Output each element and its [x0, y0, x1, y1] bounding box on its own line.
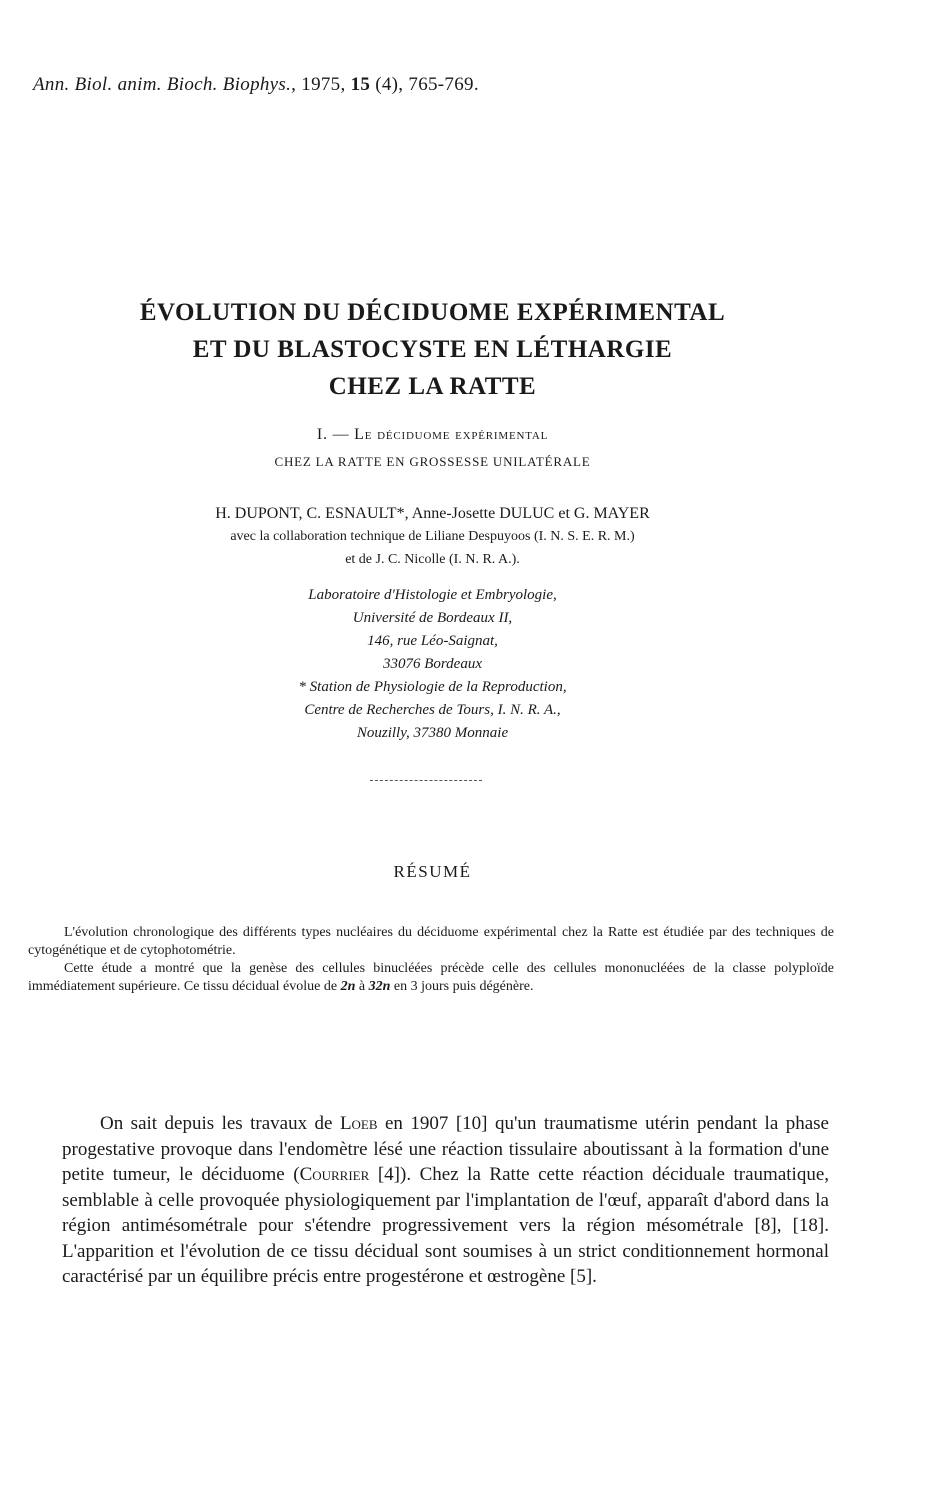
lab-affiliation-line: Laboratoire d'Histologie et Embryologie,: [308, 587, 557, 603]
abstract-paragraph-1: L'évolution chronologique des différents types nucléaires du déciduome expérimental chez la Ratte est étudiée par des techniques de cytogénétique et de cytophotométrie.: [28, 925, 834, 958]
journal-name: Ann. Biol. anim. Bioch. Biophys.,: [33, 74, 297, 95]
station-affiliation-line: * Station de Physiologie de la Reproduction,: [298, 679, 567, 695]
paper-subtitle: [0, 421, 865, 475]
subtitle-line-2: CHEZ LA RATTE EN GROSSESSE UNILATÉRALE: [274, 454, 591, 469]
technical-collaboration-2: et de J. C. Nicolle (I. N. R. A.).: [345, 552, 520, 567]
author-ref-courrier: Courrier: [299, 1164, 370, 1185]
lab-affiliation-line: Université de Bordeaux II,: [352, 610, 513, 626]
journal-volume: 15: [350, 74, 371, 95]
technical-collaboration: avec la collaboration technique de Liliane Despuyoos (I. N. S. E. R. M.): [230, 529, 635, 544]
lab-affiliation-line: 33076 Bordeaux: [382, 656, 482, 672]
journal-year: 1975,: [301, 74, 346, 95]
resume-heading: RÉSUMÉ: [393, 862, 472, 881]
abstract: [28, 924, 834, 996]
author-ref-loeb: Loeb: [339, 1113, 378, 1134]
body-text: [62, 1111, 829, 1290]
title-line-2: ET DU BLASTOCYSTE EN LÉTHARGIE: [192, 336, 673, 363]
paper-title: [0, 294, 865, 405]
subtitle-line-1: I. — Le déciduome expérimental: [316, 426, 549, 443]
body-paragraph-1: On sait depuis les travaux de Loeb en 1907 [10] qu'un traumatisme utérin pendant la phase progestative provoque dans l'endomètre lésé une réaction tissulaire aboutissant à la formation d'une petite tumeur, le déciduome (Courrier [4]). Chez la Ratte cette réaction déciduale traumatique, semblable à celle provoquée physiologiquement par l'implantation de l'œuf, apparaît d'abord dans la région antimésométrale pour s'étendre progressivement vers la région mésométrale [8], [18]. L'apparition et l'évolution de ce tissu décidual sont soumises à un strict conditionnement hormonal caractérisé par un équilibre précis entre progestérone et œstrogène [5].: [62, 1113, 830, 1287]
station-affiliation-line: Centre de Recherches de Tours, I. N. R. A.,: [304, 702, 561, 718]
author-names: H. DUPONT, C. ESNAULT*, Anne-Josette DULUC et G. MAYER: [215, 505, 650, 522]
lab-affiliation-line: 146, rue Léo-Saignat,: [367, 633, 498, 649]
journal-issue-pages: (4), 765-769.: [375, 74, 479, 95]
author-block: [0, 502, 865, 571]
station-affiliation-line: Nouzilly, 37380 Monnaie: [356, 725, 509, 741]
affiliations: [0, 584, 865, 745]
title-line-1: ÉVOLUTION DU DÉCIDUOME EXPÉRIMENTAL: [139, 299, 726, 326]
abstract-paragraph-2: Cette étude a montré que la genèse des cellules binucléées précède celle des cellules mononucléées de la classe polyploïde immédiatement supérieure. Ce tissu décidual évolue de 2n à 32n en 3 jours puis dégénère.: [28, 961, 834, 994]
journal-citation: [33, 74, 479, 96]
section-separator: [370, 780, 482, 782]
title-line-3: CHEZ LA RATTE: [328, 373, 537, 400]
